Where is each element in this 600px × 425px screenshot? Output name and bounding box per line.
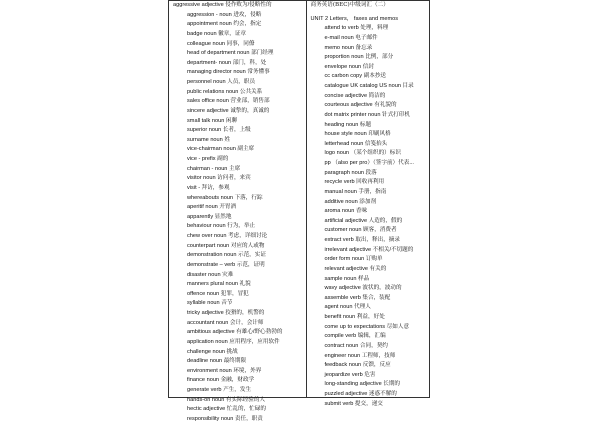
vocab-entry: sincere adjective 诚挚的，真诚的: [187, 107, 270, 114]
vocab-entry: concise adjective 简洁的: [324, 92, 386, 99]
vocab-entry: courteous adjective 有礼貌的: [324, 102, 397, 109]
vocab-entry: letterhead noun 信笺抬头: [324, 140, 388, 147]
vocab-entry: offence noun 犯罪，冒犯: [187, 290, 249, 297]
left-column: [169, 1, 307, 422]
vocab-entry: proportion noun 比例，部分: [324, 54, 394, 61]
vocab-entry: wavy adjective 波状的，波动的: [324, 285, 402, 292]
vocab-entry: envelope noun 信封: [324, 63, 374, 70]
vocab-entry: counterpart noun 对应的人或物: [187, 242, 265, 249]
vocab-entry: demonstration noun 示范，实证: [187, 252, 266, 259]
vocab-entry: demonstrate – verb 示范，证明: [187, 261, 265, 268]
vocab-entry: whereabouts noun 下落，行踪: [187, 194, 263, 201]
vocab-entry: visit - 拜访，参观: [187, 184, 230, 191]
vocab-entry: aggression - noun 进攻，侵略: [187, 11, 262, 18]
vocab-entry: puzzled adjective 迷惑不解的: [324, 391, 397, 397]
vocab-entry: environment noun 环境，外界: [187, 367, 262, 374]
vocab-entry: challenge noun 挑战: [187, 348, 238, 355]
vocab-entry: cc carbon copy 副本抄送: [324, 73, 387, 80]
vocab-entry: syllable noun 音节: [187, 300, 233, 307]
vocab-entry: sample noun 样品: [324, 275, 370, 282]
vocab-entry: tricky adjective 狡猾的，机警的: [187, 310, 265, 316]
vocab-entry: apparently 显然地: [187, 213, 232, 220]
vocabulary-table: [168, 0, 430, 422]
vocab-entry: hectic adjective 忙乱的，忙碌的: [187, 406, 266, 413]
vocab-entry: feedback noun 反馈，反应: [324, 362, 391, 369]
vocab-entry: behaviour noun 行为，举止: [187, 223, 256, 230]
vocab-entry: catalogue UK catalog US noun 目录: [324, 83, 414, 89]
vocab-entry: badge noun 徽章，证章: [187, 30, 247, 37]
vocab-entry: aroma noun 香味: [324, 208, 368, 215]
vocab-entry: order form noun 订购单: [324, 256, 383, 263]
vocab-entry: additive noun 添加剂: [324, 198, 377, 205]
vocab-entry: submit verb 提交，递交: [324, 400, 383, 407]
vocab-entry: disaster noun 灾难: [187, 271, 234, 278]
vocab-entry: generate verb 产生，发生: [187, 387, 252, 393]
vocab-entry: benefit noun 利益，好处: [324, 314, 385, 320]
vocab-entry: ambitious adjective 有雄心/野心勃勃的: [187, 329, 283, 336]
vocab-entry: head of department noun 部门经理: [187, 50, 274, 57]
vocab-entry: house style noun 印刷风格: [324, 131, 391, 138]
vocab-entry: small talk noun 闲聊: [187, 117, 238, 124]
vocab-entry: come up to expectations 尽如人意: [324, 323, 410, 330]
vocab-entry: finance noun 金融，财政学: [187, 377, 255, 384]
vocab-entry: customer noun 顾客，消费者: [324, 227, 397, 234]
vocab-entry: responsibility noun 责任，职责: [187, 415, 263, 422]
vocab-entry: pp （also per pro）（签字前）代表...: [324, 160, 414, 166]
vocab-entry: paragraph noun 段落: [324, 169, 377, 176]
vocab-entry: contract noun 合同，契约: [324, 342, 388, 349]
vocab-entry: hands-on noun 有实际经验的人: [187, 396, 266, 403]
vocab-entry: chairman - noun 主席: [187, 165, 241, 172]
vocab-entry: application noun 应用程序，应用软件: [187, 338, 280, 345]
vocab-entry: attend to verb 处理，料理: [324, 25, 389, 32]
vocab-entry: manners plural noun 礼貌: [187, 281, 251, 288]
vocab-entry: surname noun 姓: [187, 136, 230, 143]
left-vocab-list: [173, 11, 306, 425]
vocab-entry: visitor noun 访问者，来宾: [187, 175, 251, 182]
vocab-entry: appointment noun 约会，指定: [187, 21, 262, 28]
vocab-entry: logo noun （某个组织的）标识: [324, 150, 401, 157]
vocab-entry: colleague noun 同事，同僚: [187, 40, 255, 47]
section-header: 商务英语(BEC)中级词汇（二）: [310, 2, 389, 8]
vocab-entry: artificial adjective 人造的，假的: [324, 217, 403, 224]
vocab-entry: aperitif noun 开胃酒: [187, 204, 237, 211]
vocab-entry: engineer noun 工程师，技师: [324, 352, 396, 359]
right-vocab-list: [310, 24, 429, 409]
vocab-entry: superior noun 长者，上级: [187, 127, 251, 134]
vocab-entry: chew over noun 考虑，详细讨论: [187, 233, 268, 239]
right-column: [307, 1, 429, 407]
vocab-entry: extract verb 取出，释出，摘录: [324, 237, 400, 243]
vocab-entry: managing director noun 常务懂事: [187, 69, 270, 76]
vocab-entry: heading noun 标题: [324, 121, 372, 128]
vocab-entry: agent noun 代理人: [324, 304, 371, 311]
vocab-entry: e-mail noun 电子邮件: [324, 34, 378, 41]
vocab-entry: public relations noun 公共关系: [187, 88, 263, 95]
vocab-entry: sales office noun 营业部，销售部: [187, 98, 270, 105]
vocab-entry: deadline noun 最终期限: [187, 358, 247, 365]
vocab-entry: manual noun 手册，指南: [324, 188, 387, 195]
vocab-entry: personnel noun 人员，职员: [187, 79, 256, 85]
vocab-entry: jeopardize verb 危害: [324, 371, 376, 378]
vocab-entry: compile verb 编辑，汇编: [324, 333, 386, 340]
vocab-entry: long-standing adjective 长期的: [324, 381, 401, 388]
vocab-entry: accountant noun 会计，会计师: [187, 319, 264, 326]
vocab-entry: department- noun 部门，科，处: [187, 59, 267, 66]
vocab-entry: vice - prefix 副的: [187, 156, 229, 162]
vocab-entry: assemble verb 集合，装配: [324, 294, 391, 301]
vocab-entry: relevant adjective 有关的: [324, 265, 387, 272]
vocab-entry: recycle verb 回收再利用: [324, 179, 385, 186]
vocab-entry: memo noun 备忘录: [324, 44, 373, 51]
unit-title: UNIT 2 Letters， faxes and memos: [310, 15, 399, 22]
vocab-entry: irrelevant adjective 不相关/不切题的: [324, 246, 414, 253]
vocab-entry-first: aggressive adjective 侵作败为/侵略性的: [173, 2, 272, 8]
vocab-entry: dot matrix printer noun 针式打印机: [324, 111, 410, 118]
vocab-entry: vice-chairman noun 副主席: [187, 146, 255, 153]
